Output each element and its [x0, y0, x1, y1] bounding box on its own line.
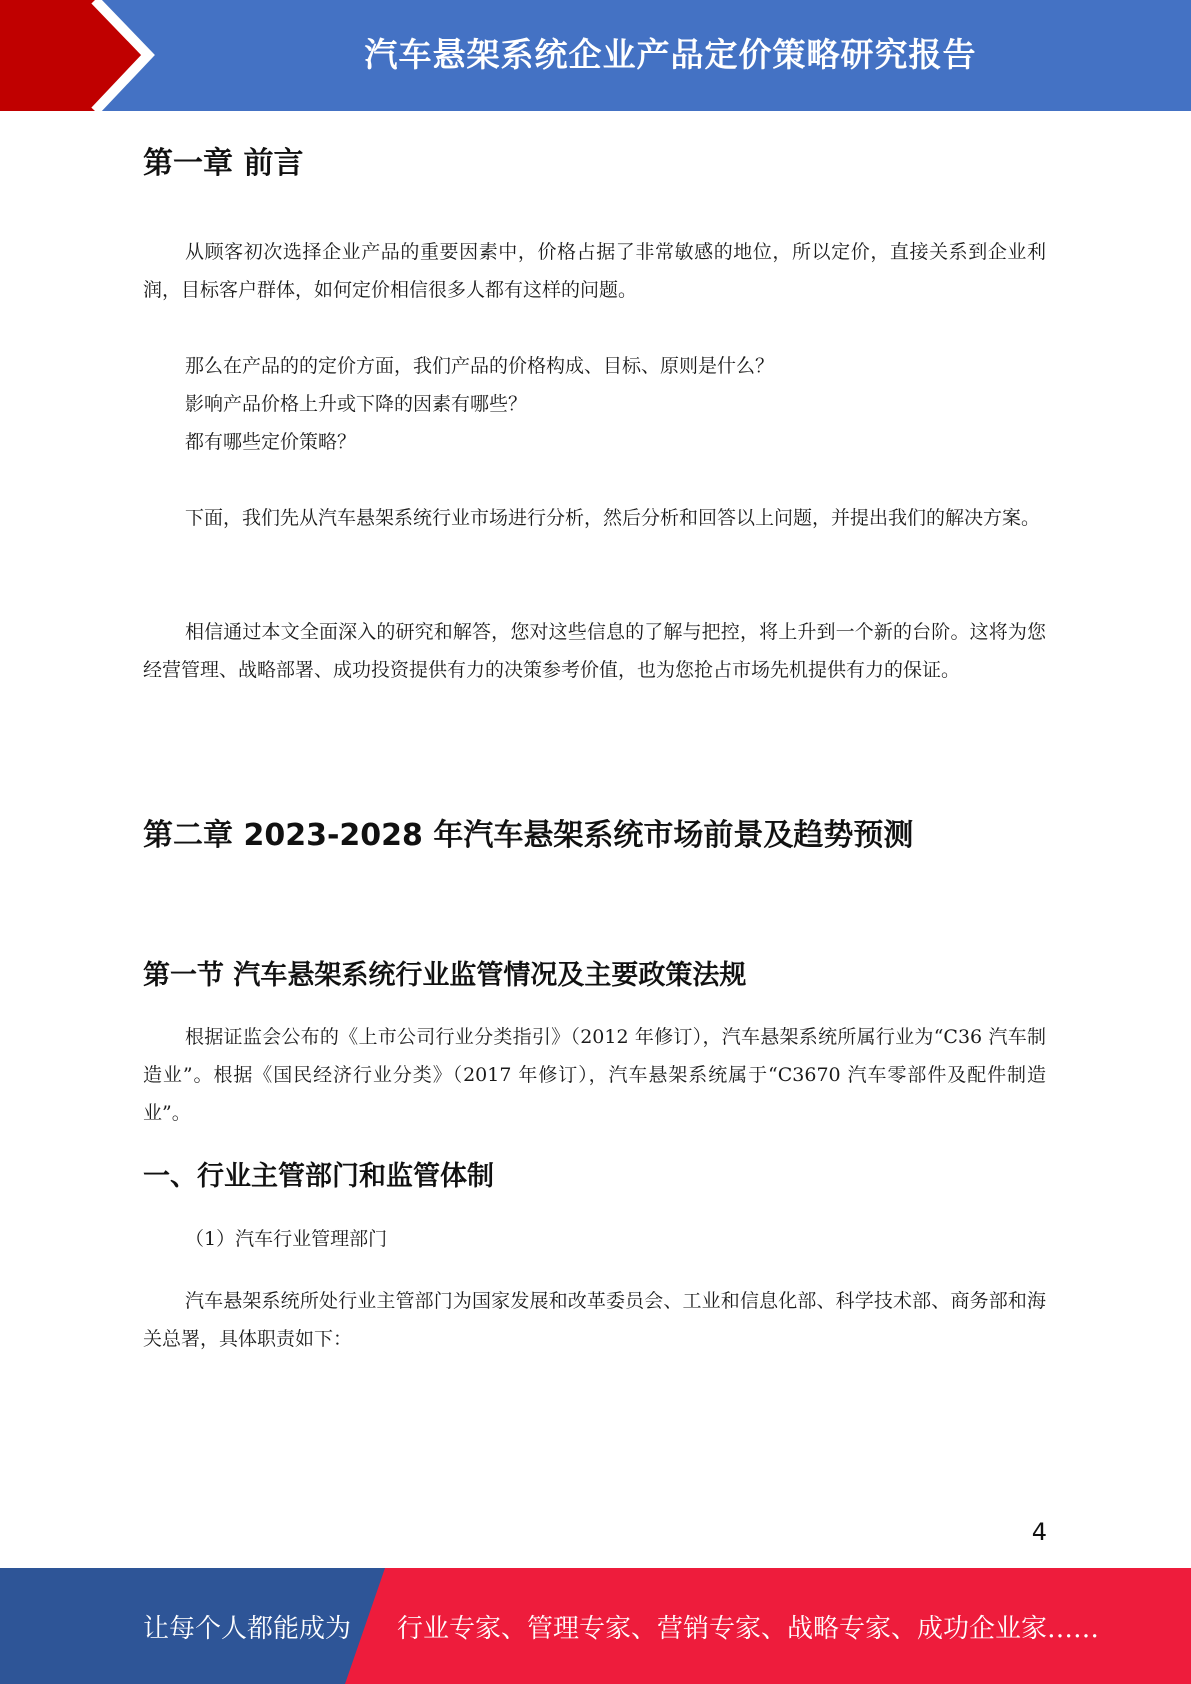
report-title: 汽车悬架系统企业产品定价策略研究报告 — [364, 34, 977, 74]
list-item-1: （1）汽车行业管理部门 — [185, 1228, 388, 1250]
footer-slogan-right: 行业专家、管理专家、营销专家、战略专家、成功企业家…… — [397, 1613, 1100, 1644]
subsection-title: 一、行业主管部门和监管体制 — [143, 1161, 494, 1192]
section1-paragraph-1: 根据证监会公布的《上市公司行业分类指引》（2012 年修订），汽车悬架系统所属行业为“C36 汽车制造业”。根据《国民经济行业分类》（2017 年修订），汽车悬架系统属于“C3670 汽车零部件及配件制造业”。 — [143, 1026, 1046, 1124]
chapter1-question-1: 那么在产品的的定价方面，我们产品的价格构成、目标、原则是什么？ — [185, 355, 775, 377]
footer-slogan-left: 让每个人都能成为 — [143, 1613, 352, 1644]
header-banner — [0, 0, 1191, 111]
chapter1-paragraph-3: 相信通过本文全面深入的研究和解答，您对这些信息的了解与把控，将上升到一个新的台阶。这将为您经营管理、战略部署、成功投资提供有力的决策参考价值，也为您抢占市场先机提供有力的保证。 — [143, 621, 1046, 681]
chapter1-question-3: 都有哪些定价策略？ — [185, 431, 357, 453]
chapter1-paragraph-2: 下面，我们先从汽车悬架系统行业市场进行分析，然后分析和回答以上问题，并提出我们的解决方案。 — [185, 507, 1041, 529]
section1-paragraph-2: 汽车悬架系统所处行业主管部门为国家发展和改革委员会、工业和信息化部、科学技术部、商务部和海关总署，具体职责如下： — [143, 1290, 1046, 1350]
chapter1-paragraph-1: 从顾客初次选择企业产品的重要因素中，价格占据了非常敏感的地位，所以定价，直接关系到企业利润，目标客户群体，如何定价相信很多人都有这样的问题。 — [143, 241, 1046, 301]
footer-banner — [0, 1568, 1191, 1684]
page-number: 4 — [1031, 1518, 1047, 1546]
section1-title: 第一节 汽车悬架系统行业监管情况及主要政策法规 — [143, 960, 747, 991]
chapter2-title: 第二章 2023-2028 年汽车悬架系统市场前景及趋势预测 — [143, 818, 914, 853]
header-red-arrow — [0, 0, 148, 111]
chapter1-title: 第一章 前言 — [143, 146, 304, 181]
chapter1-question-2: 影响产品价格上升或下降的因素有哪些？ — [185, 393, 528, 415]
